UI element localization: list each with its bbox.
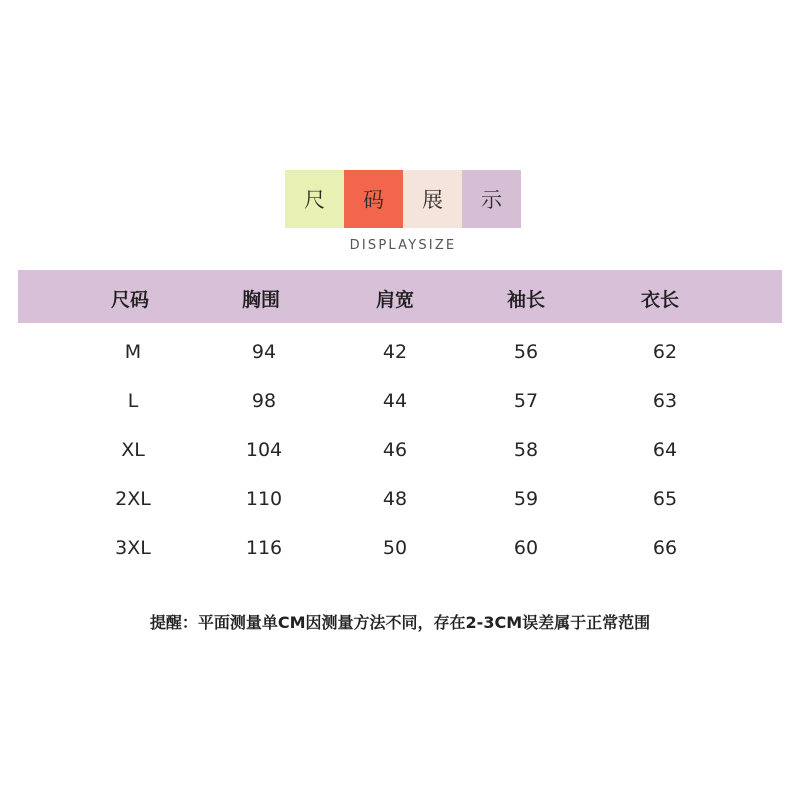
sleeve-cell: 60 xyxy=(513,537,539,559)
table-row xyxy=(0,439,800,469)
header-size: 尺码 xyxy=(110,289,150,311)
subtitle: DISPLAYSIZE xyxy=(349,238,457,253)
title-char-box: 示 xyxy=(462,170,521,228)
shoulder-cell: 42 xyxy=(382,341,408,363)
shoulder-cell: 46 xyxy=(382,439,408,461)
title-char-box: 尺 xyxy=(285,170,344,228)
length-cell: 66 xyxy=(652,537,678,559)
sleeve-cell: 57 xyxy=(513,390,539,412)
shoulder-cell: 50 xyxy=(382,537,408,559)
table-row xyxy=(0,488,800,518)
sleeve-cell: 56 xyxy=(513,341,539,363)
length-cell: 65 xyxy=(652,488,678,510)
measurement-note: 提醒：平面测量单CM因测量方法不同，存在2-3CM误差属于正常范围 xyxy=(149,613,651,632)
chest-cell: 98 xyxy=(251,390,277,412)
table-row xyxy=(0,341,800,371)
shoulder-cell: 48 xyxy=(382,488,408,510)
table-row xyxy=(0,390,800,420)
title-banner xyxy=(285,170,521,228)
header-sleeve: 袖长 xyxy=(506,289,546,311)
size-cell: M xyxy=(124,341,142,363)
size-cell: 2XL xyxy=(115,488,151,510)
chest-cell: 94 xyxy=(251,341,277,363)
chest-cell: 104 xyxy=(245,439,283,461)
sleeve-cell: 58 xyxy=(513,439,539,461)
title-char-box: 展 xyxy=(403,170,462,228)
title-char-box: 码 xyxy=(344,170,403,228)
chest-cell: 116 xyxy=(245,537,283,559)
size-cell: 3XL xyxy=(115,537,151,559)
sleeve-cell: 59 xyxy=(513,488,539,510)
length-cell: 64 xyxy=(652,439,678,461)
size-cell: XL xyxy=(121,439,145,461)
shoulder-cell: 44 xyxy=(382,390,408,412)
chest-cell: 110 xyxy=(245,488,283,510)
header-length: 衣长 xyxy=(640,289,680,311)
table-row xyxy=(0,537,800,567)
size-cell: L xyxy=(127,390,139,412)
length-cell: 62 xyxy=(652,341,678,363)
header-shoulder: 肩宽 xyxy=(375,289,415,311)
header-chest: 胸围 xyxy=(241,289,281,311)
table-header xyxy=(18,270,782,323)
length-cell: 63 xyxy=(652,390,678,412)
